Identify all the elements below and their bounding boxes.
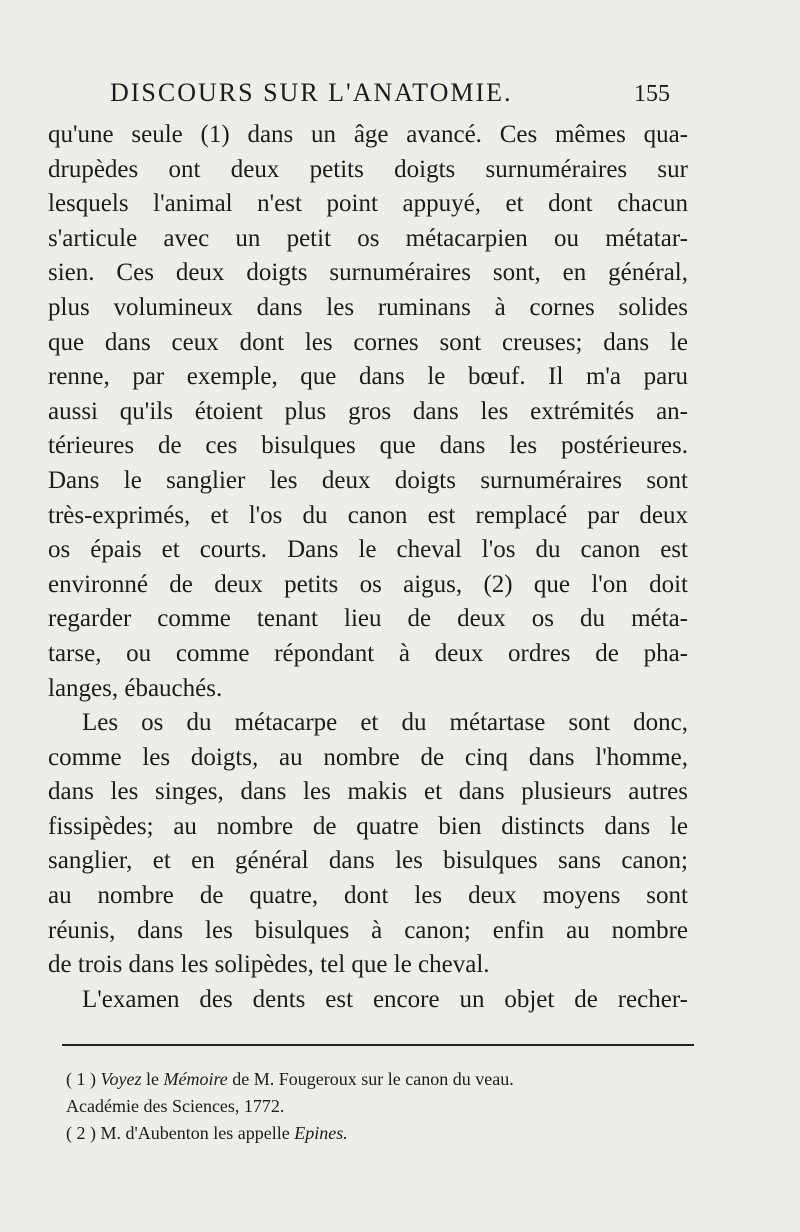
text-line: langes, ébauchés. — [48, 674, 223, 702]
footnote-1-marker: ( 1 ) — [66, 1069, 96, 1089]
text-line: térieures de ces bisulques que dans les postérieures. — [48, 432, 688, 460]
footnote-1-voyez: Voyez — [100, 1069, 142, 1089]
footnote-2 — [66, 1120, 696, 1147]
text-line: lesquels l'animal n'est point appuyé, et dont chacun — [48, 190, 688, 218]
text-line: os épais et courts. Dans le cheval l'os du canon est — [48, 536, 688, 564]
footnote-2-marker: ( 2 ) — [66, 1123, 96, 1143]
page-number: 155 — [634, 81, 670, 107]
text-line: dans les singes, dans les makis et dans plusieurs autres — [48, 778, 688, 806]
text-line: s'articule avec un petit os métacarpien ou métatar- — [48, 224, 688, 252]
running-title: DISCOURS SUR L'ANATOMIE. — [110, 78, 513, 107]
text-line: fissipèdes; au nombre de quatre bien distincts dans le — [48, 812, 688, 840]
footnote-1-continuation: Académie des Sciences, 1772. — [66, 1096, 285, 1116]
text-line: très-exprimés, et l'os du canon est remplacé par deux — [48, 501, 688, 529]
footnotes — [66, 1066, 696, 1147]
text-line: environné de deux petits os aigus, (2) que l'on doit — [48, 570, 688, 598]
footnote-1-memoire: Mémoire — [163, 1069, 228, 1089]
footnote-2-epines: Epines. — [294, 1123, 348, 1143]
text-line: plus volumineux dans les ruminans à cornes solides — [48, 293, 688, 321]
text-line: tarse, ou comme répondant à deux ordres de pha- — [48, 639, 688, 667]
text-line: réunis, dans les bisulques à canon; enfin au nombre — [48, 916, 688, 944]
body-text — [48, 118, 688, 1017]
text-line: renne, par exemple, que dans le bœuf. Il m'a paru — [48, 363, 688, 391]
text-line: sien. Ces deux doigts surnuméraires sont, en général, — [48, 259, 688, 287]
text-line: qu'une seule (1) dans un âge avancé. Ces mêmes qua- — [48, 121, 688, 148]
footnote-1 — [66, 1066, 696, 1093]
text-line: aussi qu'ils étoient plus gros dans les extrémités an- — [48, 397, 688, 425]
text-line: au nombre de quatre, dont les deux moyens sont — [48, 882, 688, 910]
running-head — [110, 78, 670, 108]
text-line: que dans ceux dont les cornes sont creuses; dans le — [48, 328, 688, 356]
text-line-paragraph-start: Les os du métacarpe et du métartase sont donc, — [82, 709, 688, 737]
text-line: Dans le sanglier les deux doigts surnuméraires sont — [48, 466, 688, 494]
text-line: de trois dans les solipèdes, tel que le cheval. — [48, 951, 490, 979]
footnote-1-le: le — [145, 1069, 159, 1089]
footnote-1-text: de M. Fougeroux sur le canon du veau. — [232, 1069, 514, 1089]
text-line: regarder comme tenant lieu de deux os du méta- — [48, 605, 688, 633]
footnote-rule — [62, 1044, 694, 1046]
text-line-paragraph-start: L'examen des dents est encore un objet de recher- — [82, 985, 688, 1013]
text-line: comme les doigts, au nombre de cinq dans l'homme, — [48, 743, 688, 771]
footnote-2-text: M. d'Aubenton les appelle — [100, 1123, 290, 1143]
text-line: drupèdes ont deux petits doigts surnuméraires sur — [48, 155, 688, 183]
text-line: sanglier, et en général dans les bisulques sans canon; — [48, 847, 688, 875]
